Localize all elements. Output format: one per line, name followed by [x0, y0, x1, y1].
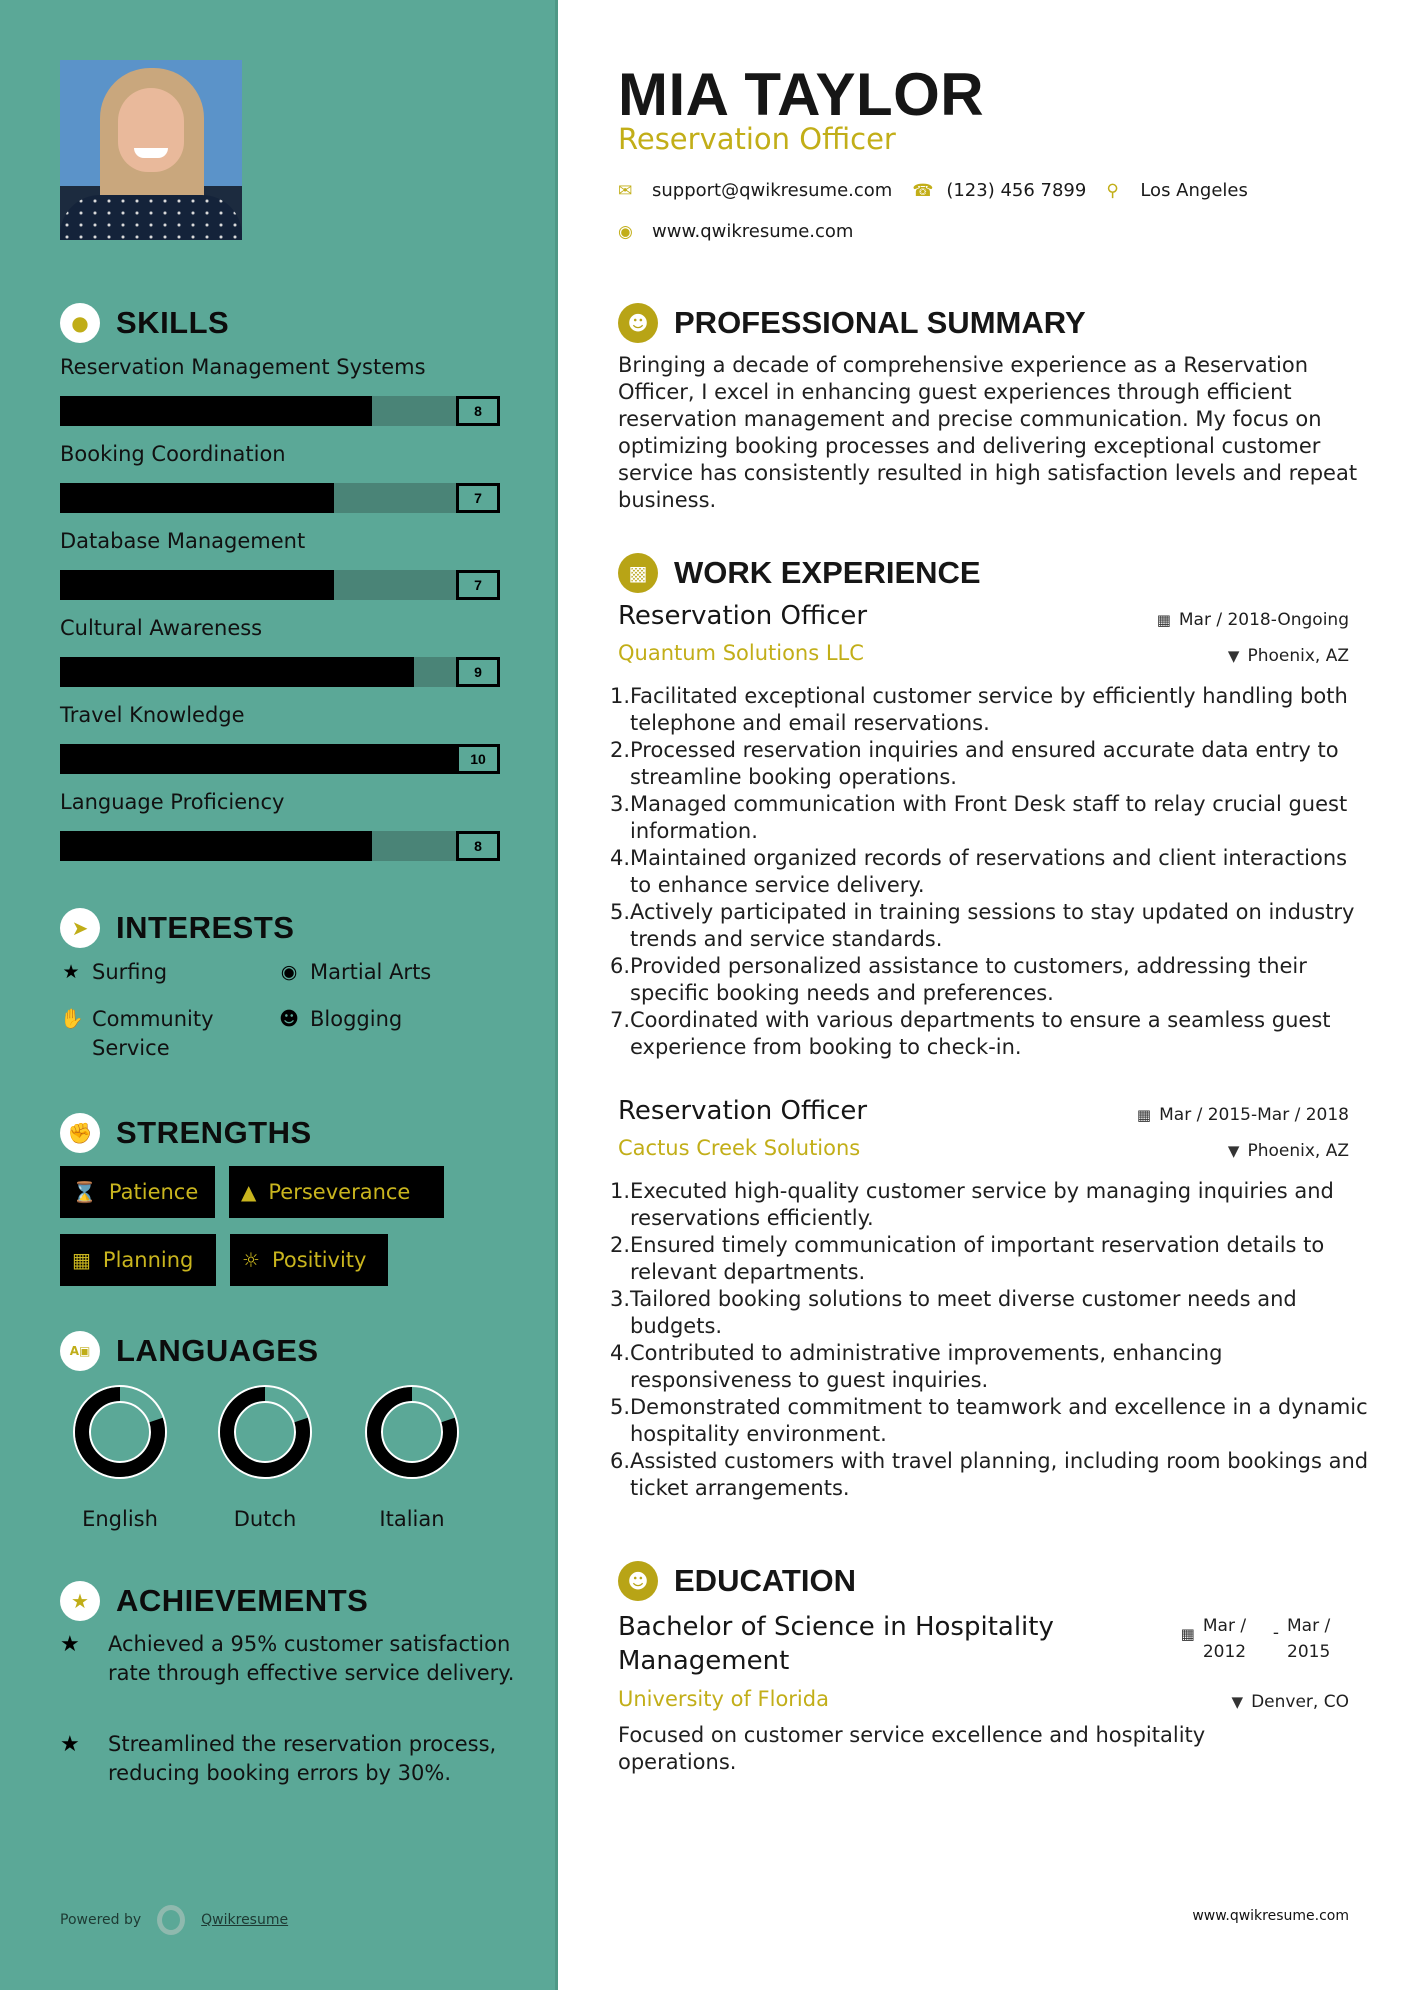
- lightbulb-icon: ●: [60, 303, 100, 343]
- bullet-item: 1. Facilitated exceptional customer service by efficiently handling both telephone and email reservations.: [610, 684, 1348, 735]
- language-item: Dutch: [205, 1385, 325, 1531]
- job-location: ▼ Phoenix, AZ: [1227, 1141, 1349, 1161]
- bullet-item: 6. Assisted customers with travel planning, including room bookings and ticket arrangements.: [610, 1449, 1369, 1500]
- summary-text: Bringing a decade of comprehensive experience as a Reservation Officer, I excel in enhancing guest experiences through efficient reservation management and precise communication. My focus on optimizing booking processes and delivering exceptional customer service has consistently resulted in high satisfaction levels and repeat business.: [618, 353, 1358, 512]
- shooting-star-icon: ★: [60, 1632, 80, 1657]
- fist-icon: ✊: [60, 1113, 100, 1153]
- bullet-item: 3. Tailored booking solutions to meet diverse customer needs and budgets.: [610, 1287, 1297, 1338]
- qwikresume-link[interactable]: Qwikresume: [201, 1912, 289, 1928]
- achievement-item: ★ Streamlined the reservation process, reducing booking errors by 30%.: [60, 1730, 520, 1788]
- graduate-icon: ☻: [618, 1561, 658, 1601]
- pushpin-icon: ▼: [1231, 1693, 1244, 1711]
- language-donut: [365, 1385, 459, 1479]
- job-location: ▼ Phoenix, AZ: [1227, 646, 1349, 666]
- calendar-icon: ▦: [72, 1248, 91, 1272]
- map-pin-icon: ⚲: [1106, 180, 1119, 201]
- pushpin-icon: ▼: [1227, 647, 1240, 665]
- skill-bar: 7: [60, 570, 500, 600]
- shooting-star-icon: ★: [60, 1732, 80, 1757]
- website-row: [618, 221, 873, 242]
- job-dates: ▦ Mar / 2018-Ongoing: [1156, 610, 1349, 630]
- summary-heading: ☻ PROFESSIONAL SUMMARY: [618, 303, 1086, 343]
- qwikresume-logo-icon: [157, 1905, 185, 1935]
- star-badge-icon: ★: [60, 1581, 100, 1621]
- job-title: Reservation Officer: [618, 1096, 868, 1126]
- skill-item: Booking Coordination 7: [60, 439, 500, 513]
- language-item: Italian: [352, 1385, 472, 1531]
- bullet-item: 7. Coordinated with various departments to ensure a seamless guest experience from booking to check-in.: [610, 1008, 1331, 1059]
- achievements-heading: ★ ACHIEVEMENTS: [60, 1581, 368, 1621]
- strength-badge: ▦ Planning: [60, 1234, 216, 1286]
- education-location: ▼ Denver, CO: [1231, 1692, 1349, 1712]
- full-name: MIA TAYLOR: [618, 61, 985, 128]
- users-icon: ☻: [279, 1008, 299, 1030]
- calendar-icon: ▦: [1156, 611, 1171, 629]
- calendar-icon: ▦: [1136, 1106, 1152, 1124]
- skill-bar: 10: [60, 744, 500, 774]
- strength-badge: ▲ Perseverance: [229, 1166, 444, 1218]
- bullet-item: 5. Actively participated in training sessions to stay updated on industry trends and service standards.: [610, 900, 1355, 951]
- bullet-item: 6. Provided personalized assistance to customers, addressing their specific booking needs and preferences.: [610, 954, 1307, 1005]
- job-role: Reservation Officer: [618, 122, 896, 156]
- envelope-icon: ✉: [618, 180, 633, 201]
- degree-title: Bachelor of Science in Hospitality Management: [618, 1612, 1054, 1676]
- main-content: [558, 0, 1407, 1990]
- job-bullets: [610, 683, 1370, 1061]
- globe-icon: ◉: [280, 961, 298, 983]
- interests-heading: ➤ INTERESTS: [60, 908, 294, 948]
- job-company: Cactus Creek Solutions: [618, 1136, 861, 1160]
- chair-icon: ▩: [618, 553, 658, 593]
- language-donut: [218, 1385, 312, 1479]
- strengths-heading: ✊ STRENGTHS: [60, 1113, 312, 1153]
- school-name: University of Florida: [618, 1687, 829, 1711]
- bullet-item: 3. Managed communication with Front Desk staff to relay crucial guest information.: [610, 792, 1348, 843]
- language-donut: [73, 1385, 167, 1479]
- interest-item: ✋ Community Service: [60, 1005, 250, 1063]
- website-link[interactable]: www.qwikresume.com: [652, 221, 854, 242]
- skill-bar: 8: [60, 396, 500, 426]
- globe-icon: ◉: [618, 221, 633, 242]
- bullet-item: 4. Maintained organized records of reservations and client interactions to enhance service delivery.: [610, 846, 1348, 897]
- profile-photo: [60, 60, 242, 240]
- bullet-item: 4. Contributed to administrative improvements, enhancing responsiveness to guest inquiries.: [610, 1341, 1223, 1392]
- skill-bar: 9: [60, 657, 500, 687]
- job-bullets: [610, 1178, 1370, 1502]
- bullet-item: 2. Ensured timely communication of important reservation details to relevant departments.: [610, 1233, 1325, 1284]
- bullet-item: 5. Demonstrated commitment to teamwork and excellence in a dynamic hospitality environment.: [610, 1395, 1368, 1446]
- hand-icon: ✋: [60, 1008, 84, 1030]
- achievement-item: ★ Achieved a 95% customer satisfaction rate through effective service delivery.: [60, 1630, 520, 1688]
- bullet-item: 1. Executed high-quality customer service by managing inquiries and reservations efficiently.: [610, 1179, 1334, 1230]
- hourglass-icon: ⌛: [72, 1180, 97, 1204]
- skill-item: Travel Knowledge 10: [60, 700, 500, 774]
- sidebar: [0, 0, 558, 1990]
- job-dates: ▦ Mar / 2015-Mar / 2018: [1136, 1105, 1349, 1125]
- location-text: Los Angeles: [1140, 180, 1248, 201]
- interest-item: ☻ Blogging: [278, 1005, 402, 1034]
- strength-badge: ☼ Positivity: [230, 1234, 388, 1286]
- email-link[interactable]: support@qwikresume.com: [652, 180, 893, 201]
- experience-heading: ▩ WORK EXPERIENCE: [618, 553, 981, 593]
- skill-bar: 7: [60, 483, 500, 513]
- education-description: Focused on customer service excellence and hospitality operations.: [618, 1723, 1206, 1774]
- footer-website[interactable]: www.qwikresume.com: [1192, 1908, 1349, 1924]
- skill-item: Language Proficiency 8: [60, 787, 500, 861]
- interest-item: ★ Surfing: [60, 958, 167, 987]
- contact-row: [618, 180, 1268, 201]
- user-icon: ☻: [618, 303, 658, 343]
- education-heading: ☻ EDUCATION: [618, 1561, 856, 1601]
- calendar-icon: ▦: [1180, 1625, 1195, 1643]
- language-item: English: [60, 1385, 180, 1531]
- skill-bar: 8: [60, 831, 500, 861]
- strength-badge: ⌛ Patience: [60, 1166, 215, 1218]
- road-icon: ▲: [241, 1180, 257, 1204]
- paper-plane-icon: ➤: [60, 908, 100, 948]
- translate-icon: A▣: [60, 1331, 100, 1371]
- job-title: Reservation Officer: [618, 601, 868, 631]
- skills-heading: ● SKILLS: [60, 303, 229, 343]
- interest-item: ◉ Martial Arts: [278, 958, 431, 987]
- languages-heading: A▣ LANGUAGES: [60, 1331, 319, 1371]
- phone-icon: ☎: [912, 180, 934, 201]
- skill-item: Reservation Management Systems 8: [60, 352, 500, 426]
- sun-icon: ☼: [242, 1248, 260, 1272]
- star-icon: ★: [62, 961, 80, 983]
- pushpin-icon: ▼: [1227, 1142, 1240, 1160]
- bullet-item: 2. Processed reservation inquiries and ensured accurate data entry to streamline booking operations.: [610, 738, 1339, 789]
- skill-item: Database Management 7: [60, 526, 500, 600]
- powered-by: Powered by Qwikresume: [60, 1905, 288, 1935]
- job-company: Quantum Solutions LLC: [618, 641, 864, 665]
- education-dates: ▦ Mar / 2012 - Mar / 2015: [1180, 1616, 1331, 1662]
- skill-item: Cultural Awareness 9: [60, 613, 500, 687]
- phone-text: (123) 456 7899: [946, 180, 1087, 201]
